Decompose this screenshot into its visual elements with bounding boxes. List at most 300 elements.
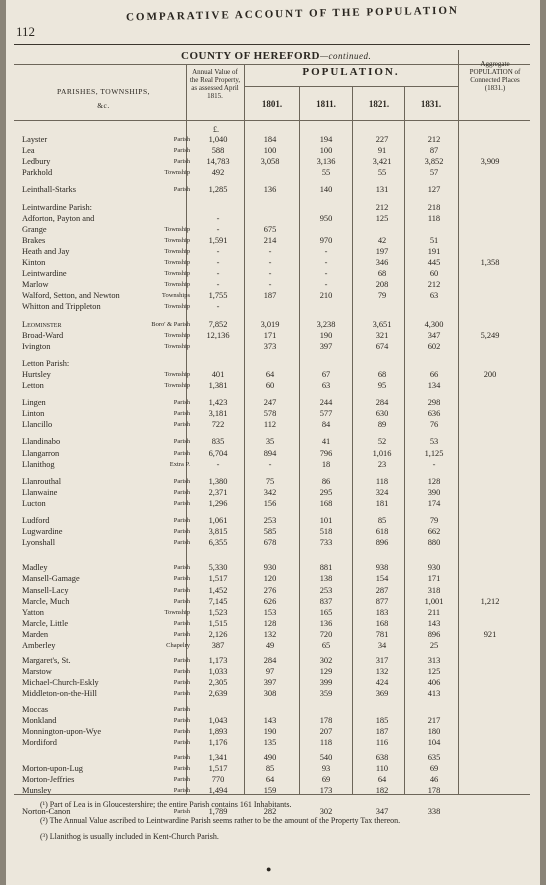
row-pop-1831: 318 — [427, 585, 441, 595]
row-pop-1831: - — [432, 459, 436, 469]
row-type: Township — [164, 342, 190, 350]
row-pop-1821: 618 — [375, 527, 389, 537]
table-row — [22, 167, 522, 179]
row-pop-1801: 214 — [263, 235, 277, 245]
header-1831: 1831. — [420, 99, 442, 109]
row-type: Parish — [173, 488, 190, 496]
row-annual-value: 2,371 — [208, 487, 228, 497]
row-type: Parish — [173, 630, 190, 638]
row-type: Parish — [173, 410, 190, 418]
row-pop-1831: 127 — [427, 185, 441, 195]
row-pop-1811: 207 — [319, 726, 333, 736]
row-pop-1811: 837 — [319, 596, 333, 606]
row-pop-1801: 75 — [265, 476, 275, 486]
row-annual-value: 1,173 — [208, 656, 228, 666]
row-pop-1801: 100 — [263, 146, 277, 156]
row-pop-1821: 182 — [375, 786, 389, 796]
row-pop-1811: 253 — [319, 585, 333, 595]
row-pop-1811: 41 — [321, 437, 331, 447]
row-pop-1831: 25 — [429, 641, 439, 650]
row-pop-1811: 970 — [319, 235, 333, 245]
row-name: Moccas — [22, 704, 49, 714]
row-name: Grange — [22, 224, 47, 234]
row-name: Marden — [22, 629, 49, 639]
row-name: Lea — [22, 146, 35, 156]
row-pop-1801: 373 — [263, 341, 277, 351]
row-annual-value: 1,591 — [208, 235, 228, 245]
row-annual-value: 722 — [211, 420, 225, 430]
row-pop-1831: 218 — [427, 202, 441, 212]
row-pop-1811: 190 — [319, 330, 333, 340]
header-parishes-line1: PARISHES, TOWNSHIPS, — [56, 87, 150, 96]
row-pop-1831: 87 — [429, 146, 439, 156]
row-annual-value: 492 — [211, 168, 225, 178]
header-parishes — [26, 88, 181, 110]
row-pop-1811: 3,136 — [316, 157, 336, 167]
table-row — [22, 380, 522, 392]
row-name: Layster — [22, 135, 48, 144]
row-annual-value: 770 — [211, 775, 225, 785]
table-row — [22, 184, 522, 196]
row-pop-1811: 399 — [319, 678, 333, 688]
row-annual-value: 588 — [211, 146, 225, 156]
row-pop-1801: 143 — [263, 715, 277, 725]
row-pop-1821: 154 — [375, 574, 389, 584]
row-pop-1831: 118 — [427, 213, 441, 223]
row-type: Parish — [173, 668, 190, 676]
row-pop-1811: 3,238 — [316, 319, 336, 329]
row-type: Parish — [173, 716, 190, 724]
row-name: Lingen — [22, 398, 46, 408]
row-pop-1801: 184 — [263, 135, 277, 144]
row-annual-value: 1,452 — [208, 585, 228, 595]
row-annual-value: 7,145 — [208, 596, 228, 606]
row-pop-1821: 85 — [377, 516, 387, 525]
row-pop-1801: 490 — [263, 752, 277, 762]
table-row — [22, 498, 522, 510]
row-pop-1801: 894 — [263, 448, 277, 458]
row-type: Parish — [173, 679, 190, 687]
row-pop-1831: 930 — [427, 563, 441, 573]
row-pop-1821: 168 — [375, 618, 389, 628]
row-annual-value: 1,176 — [208, 737, 228, 747]
row-pop-1811: 136 — [319, 618, 333, 628]
row-type: Township — [164, 236, 190, 244]
row-pop-1821: 118 — [375, 476, 389, 486]
row-pop-1831: 171 — [427, 574, 441, 584]
row-pop-1831: 134 — [427, 381, 441, 390]
row-pop-1821: 324 — [375, 487, 389, 497]
row-pop-1801: 85 — [265, 764, 275, 773]
row-pop-1801: 397 — [263, 678, 277, 688]
row-pop-1801: - — [268, 280, 272, 290]
row-pop-1801: 282 — [263, 807, 277, 817]
row-pop-1821: 34 — [377, 641, 387, 650]
row-name: Amberley — [22, 641, 56, 650]
row-pop-1801: 342 — [263, 487, 277, 497]
row-annual-value: 1,043 — [208, 715, 228, 725]
row-pop-1811: 302 — [319, 656, 333, 666]
row-pop-1821: 64 — [377, 775, 387, 785]
row-pop-1831: 313 — [427, 656, 441, 666]
row-pop-1811: - — [324, 280, 328, 290]
row-pop-1801: 284 — [263, 656, 277, 666]
row-pop-1811: 178 — [319, 715, 333, 725]
row-pop-1821: 23 — [377, 459, 387, 469]
row-annual-value: 1,341 — [208, 752, 228, 762]
row-name: Kinton — [22, 258, 46, 267]
row-pop-1811: 118 — [319, 737, 333, 747]
row-pop-1801: 64 — [265, 775, 275, 785]
row-pop-1811: 168 — [319, 498, 333, 508]
row-pop-1801: 187 — [263, 291, 277, 301]
row-pop-1801: 135 — [263, 737, 277, 747]
page-ornament-icon: ● — [266, 864, 272, 874]
row-name: Heath and Jay — [22, 246, 70, 256]
table-row — [22, 419, 522, 431]
row-name: Letton Parish: — [22, 358, 70, 368]
row-pop-1831: 1,001 — [424, 596, 444, 606]
row-annual-value: 6,704 — [208, 448, 228, 458]
row-annual-value: - — [216, 302, 220, 312]
row-type: Parish — [173, 399, 190, 407]
row-name: Mansell-Lacy — [22, 585, 69, 595]
page — [6, 0, 540, 885]
row-name: Leominster — [22, 319, 62, 329]
table-row — [22, 688, 522, 700]
row-pop-1831: 191 — [427, 246, 441, 256]
row-pop-1831: 76 — [429, 420, 439, 430]
row-pop-1831: 602 — [427, 341, 441, 351]
row-pop-1811: 302 — [319, 807, 333, 817]
row-annual-value: 1,893 — [208, 726, 228, 736]
row-type: Township — [164, 259, 190, 266]
row-pop-1811: 359 — [319, 689, 333, 699]
row-pop-1801: 153 — [263, 607, 277, 617]
row-annual-value: 1,296 — [208, 498, 228, 508]
row-name: Marcle, Much — [22, 596, 70, 606]
running-title: COMPARATIVE ACCOUNT OF THE POPULATION — [125, 4, 460, 24]
row-type: Parish — [173, 186, 190, 194]
row-annual-value: 1,789 — [208, 807, 228, 817]
row-annual-value: 2,305 — [208, 678, 228, 688]
row-pop-1811: 194 — [319, 135, 333, 144]
row-type: Extra P. — [169, 460, 190, 468]
row-type: Township — [164, 608, 190, 616]
row-pop-1801: 675 — [263, 224, 277, 234]
row-pop-1821: 212 — [375, 202, 389, 212]
row-type: Boro' & Parish — [151, 320, 190, 328]
row-pop-1831: 212 — [427, 135, 441, 144]
row-pop-1831: 390 — [427, 487, 441, 497]
row-name: Broad-Ward — [22, 330, 64, 340]
table-row — [22, 640, 522, 652]
row-pop-1821: 52 — [377, 437, 387, 447]
row-pop-1811: 173 — [319, 786, 333, 796]
row-pop-1821: 89 — [377, 420, 387, 430]
row-pop-1821: 369 — [375, 689, 389, 699]
row-pop-1831: 406 — [427, 678, 441, 688]
row-pop-1831: 211 — [427, 607, 441, 617]
row-type: Parish — [173, 499, 190, 507]
row-name: Llanwaine — [22, 487, 58, 497]
row-annual-value: 1,285 — [208, 185, 228, 195]
row-name: Lugwardine — [22, 527, 63, 537]
row-pop-1801: 49 — [265, 641, 275, 650]
top-rule — [14, 44, 530, 45]
row-aggregate: 1,358 — [480, 258, 500, 267]
row-type: Parish — [173, 738, 190, 746]
row-pop-1821: 938 — [375, 563, 389, 573]
row-pop-1801: 276 — [263, 585, 277, 595]
row-pop-1821: 424 — [375, 678, 389, 688]
row-pop-1821: 630 — [375, 409, 389, 419]
row-type: Parish — [173, 517, 190, 524]
row-pop-1831: 125 — [427, 667, 441, 677]
row-pop-1811: 720 — [319, 629, 333, 639]
row-pop-1831: 662 — [427, 527, 441, 537]
table-row — [22, 737, 522, 749]
row-type: Parish — [173, 477, 190, 485]
row-pop-1801: 159 — [263, 786, 277, 796]
county-name: COUNTY OF HEREFORD — [181, 50, 320, 62]
row-pop-1801: 128 — [263, 618, 277, 628]
row-name: Leintwardine — [22, 269, 67, 279]
row-pop-1811: 100 — [319, 146, 333, 156]
row-pop-1821: 3,651 — [372, 319, 392, 329]
row-aggregate: 1,212 — [480, 596, 500, 606]
row-aggregate: 5,249 — [480, 330, 500, 340]
row-name: Parkhold — [22, 168, 53, 178]
row-pop-1831: 298 — [427, 398, 441, 408]
row-type: Township — [164, 169, 190, 177]
row-pop-1821: 877 — [375, 596, 389, 606]
row-annual-value: 1,381 — [208, 381, 228, 390]
row-type: Township — [164, 270, 190, 278]
row-pop-1821: 55 — [377, 168, 387, 178]
footnote-1: (¹) Part of Lea is in Gloucestershire; the entire Parish contains 161 Inhabitants. — [40, 800, 292, 809]
row-pop-1821: 3,421 — [372, 157, 392, 167]
row-name: Llandinabo — [22, 437, 61, 447]
row-name: Walford, Setton, and Newton — [22, 291, 120, 301]
row-name: Llanrouthal — [22, 476, 62, 486]
row-pop-1831: 66 — [429, 369, 439, 379]
row-pop-1801: 112 — [263, 420, 277, 430]
row-annual-value: 3,181 — [208, 409, 228, 419]
row-pop-1831: 212 — [427, 280, 441, 290]
row-pop-1831: 53 — [429, 437, 439, 447]
row-type: Parish — [173, 528, 190, 536]
row-pop-1831: 347 — [427, 330, 441, 340]
row-annual-value: - — [216, 459, 220, 469]
row-pop-1821: 183 — [375, 607, 389, 617]
row-type: Parish — [173, 449, 190, 457]
row-pop-1821: 68 — [377, 369, 387, 379]
row-pop-1801: - — [268, 459, 272, 469]
row-annual-value: 14,783 — [206, 157, 230, 167]
row-pop-1811: 55 — [321, 168, 331, 178]
row-pop-1801: 171 — [263, 330, 277, 340]
row-pop-1821: 116 — [375, 737, 389, 747]
row-pop-1801: 308 — [263, 689, 277, 699]
row-type: Parish — [173, 136, 190, 143]
row-name: Norton-Canon — [22, 807, 71, 817]
row-name: Lucton — [22, 498, 46, 508]
header-1821: 1821. — [368, 99, 390, 109]
row-type: Township — [164, 303, 190, 311]
row-type: Township — [164, 247, 190, 255]
row-name: Hurtsley — [22, 369, 51, 379]
row-annual-value: 1,515 — [208, 618, 228, 628]
row-aggregate: 3,909 — [480, 157, 500, 167]
row-pop-1811: 101 — [319, 516, 333, 525]
row-pop-1831: 635 — [427, 752, 441, 762]
row-pop-1821: 208 — [375, 280, 389, 290]
row-name: Lyonshall — [22, 538, 56, 548]
row-type: Parish — [173, 586, 190, 594]
row-pop-1811: 244 — [319, 398, 333, 408]
page-number: 112 — [16, 24, 36, 39]
header-pound: £. — [213, 125, 219, 134]
row-name: Linton — [22, 409, 45, 419]
row-pop-1801: 3,058 — [260, 157, 280, 167]
row-annual-value: 1,061 — [208, 516, 228, 525]
row-name: Llanithog — [22, 459, 55, 469]
row-pop-1801: 253 — [263, 516, 277, 525]
row-pop-1801: 156 — [263, 498, 277, 508]
row-pop-1831: 413 — [427, 689, 441, 699]
row-pop-1811: - — [324, 258, 328, 267]
row-pop-1801: 678 — [263, 538, 277, 548]
row-annual-value: - — [216, 224, 220, 234]
row-pop-1811: 540 — [319, 752, 333, 762]
row-pop-1811: 67 — [321, 369, 331, 379]
row-type: Parish — [173, 787, 190, 795]
row-name: Morton-Jeffries — [22, 775, 75, 785]
row-type: Parish — [173, 597, 190, 605]
row-pop-1821: 638 — [375, 752, 389, 762]
row-aggregate: 921 — [483, 629, 497, 639]
row-pop-1821: 132 — [375, 667, 389, 677]
row-annual-value: 12,136 — [206, 330, 230, 340]
row-annual-value: 1,494 — [208, 786, 228, 796]
row-type: Parish — [173, 539, 190, 547]
row-pop-1801: 626 — [263, 596, 277, 606]
row-name: Mansell-Gamage — [22, 574, 80, 584]
row-pop-1811: 577 — [319, 409, 333, 419]
row-annual-value: 835 — [211, 437, 225, 447]
row-annual-value: 7,852 — [208, 319, 228, 329]
row-pop-1831: 51 — [429, 235, 439, 245]
header-rule-top — [14, 64, 530, 65]
row-type: Parish — [173, 438, 190, 446]
row-name: Marstow — [22, 667, 52, 677]
row-pop-1821: 125 — [375, 213, 389, 223]
row-annual-value: 2,639 — [208, 689, 228, 699]
row-name: Morton-upon-Lug — [22, 764, 83, 773]
row-pop-1831: 69 — [429, 764, 439, 773]
row-type: Township — [164, 225, 190, 233]
row-pop-1811: 733 — [319, 538, 333, 548]
row-annual-value: 1,423 — [208, 398, 228, 408]
row-pop-1821: 187 — [375, 726, 389, 736]
row-pop-1821: 317 — [375, 656, 389, 666]
row-name: Ludford — [22, 516, 50, 525]
row-pop-1831: 1,125 — [424, 448, 444, 458]
row-type: Township — [164, 382, 190, 389]
header-annual-value: Annual Value of the Real Property, as assessed April 1815. — [189, 68, 241, 100]
row-name: Ledbury — [22, 157, 51, 167]
footnote-2: (²) The Annual Value ascribed to Leintwardine Parish seems rather to be the amount of the Property Tax thereon. — [40, 816, 401, 825]
row-pop-1801: 120 — [263, 574, 277, 584]
row-type: Parish — [173, 158, 190, 166]
row-pop-1831: 217 — [427, 715, 441, 725]
header-parishes-line2: &c. — [97, 101, 110, 110]
row-type: Parish — [173, 753, 190, 761]
row-pop-1811: 796 — [319, 448, 333, 458]
row-pop-1831: 896 — [427, 629, 441, 639]
row-annual-value: 1,755 — [208, 291, 228, 301]
row-pop-1831: 178 — [427, 786, 441, 796]
row-pop-1811: 950 — [319, 213, 333, 223]
row-pop-1801: - — [268, 258, 272, 267]
row-pop-1821: 91 — [377, 146, 387, 156]
table-row — [22, 785, 522, 797]
row-type: Parish — [173, 776, 190, 784]
row-annual-value: - — [216, 258, 220, 267]
row-pop-1831: 174 — [427, 498, 441, 508]
row-name: Mordiford — [22, 737, 57, 747]
row-pop-1811: 65 — [321, 641, 331, 650]
row-pop-1821: 227 — [375, 135, 389, 144]
row-pop-1821: 287 — [375, 585, 389, 595]
row-pop-1801: 578 — [263, 409, 277, 419]
row-pop-1801: 3,019 — [260, 319, 280, 329]
row-annual-value: - — [216, 213, 220, 223]
row-pop-1811: 18 — [321, 459, 331, 469]
row-pop-1821: 110 — [375, 764, 389, 773]
row-pop-1811: 69 — [321, 775, 331, 785]
row-type: Townships — [161, 292, 190, 300]
header-aggregate: Aggregate POPULATION of Connected Places (1831.) — [469, 60, 521, 92]
row-pop-1821: 347 — [375, 807, 389, 817]
row-name: Middleton-on-the-Hill — [22, 689, 97, 699]
row-pop-1801: 97 — [265, 667, 275, 677]
row-type: Parish — [173, 657, 190, 665]
row-annual-value: 3,815 — [208, 527, 228, 537]
row-name: Monkland — [22, 715, 57, 725]
row-type: Parish — [173, 808, 190, 816]
row-type: Township — [164, 331, 190, 339]
row-pop-1801: 35 — [265, 437, 275, 447]
row-pop-1831: 3,852 — [424, 157, 444, 167]
row-pop-1811: 210 — [319, 291, 333, 301]
row-aggregate: 200 — [483, 369, 497, 379]
row-pop-1801: 247 — [263, 398, 277, 408]
footnote-3: (³) Llanithog is usually included in Kent-Church Parish. — [40, 832, 219, 841]
header-1811: 1811. — [316, 99, 336, 109]
row-pop-1811: 165 — [319, 607, 333, 617]
population-rule — [244, 86, 458, 87]
row-annual-value: - — [216, 280, 220, 290]
row-pop-1831: 143 — [427, 618, 441, 628]
row-pop-1831: 46 — [429, 775, 439, 785]
row-name: Llangarron — [22, 448, 60, 458]
row-pop-1821: 1,016 — [372, 448, 392, 458]
row-pop-1811: - — [324, 269, 328, 279]
row-pop-1801: - — [268, 269, 272, 279]
row-pop-1801: 930 — [263, 563, 277, 573]
